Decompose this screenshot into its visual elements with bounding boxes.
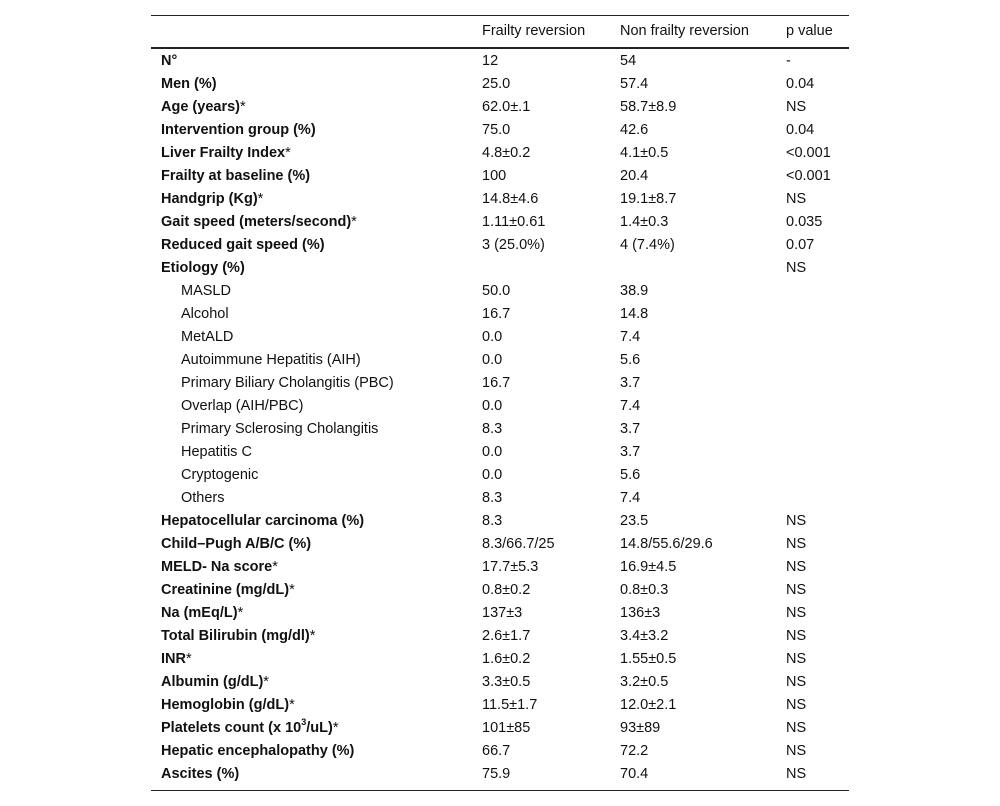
table-row	[151, 510, 849, 533]
non-frailty-reversion-value: 72.2	[620, 743, 649, 759]
p-value: NS	[786, 743, 807, 759]
non-frailty-reversion-value: 4 (7.4%)	[620, 237, 675, 253]
p-value: NS	[786, 191, 807, 207]
p-value: NS	[786, 674, 807, 690]
frailty-reversion-value: 8.3	[482, 421, 503, 437]
asterisk-marker: *	[237, 605, 244, 621]
row-label	[151, 671, 482, 694]
table-row	[151, 73, 849, 96]
table-row	[151, 487, 849, 510]
row-label-text: Hemoglobin (g/dL)	[161, 697, 290, 713]
non-frailty-reversion-value: 16.9±4.5	[620, 559, 677, 575]
asterisk-marker: *	[351, 214, 357, 230]
frailty-reversion-value: 0.8±0.2	[482, 582, 531, 598]
asterisk-marker: *	[309, 628, 316, 644]
row-label-text: Total Bilirubin (mg/dl)	[161, 628, 310, 644]
row-label-text: MASLD	[181, 283, 231, 299]
asterisk-marker: *	[272, 559, 278, 575]
frailty-reversion-value: 101±85	[482, 720, 531, 736]
row-label	[151, 533, 482, 556]
table-body	[151, 48, 849, 791]
row-label-text: N°	[161, 53, 178, 69]
p-value: 0.035	[786, 214, 823, 230]
frailty-reversion-value: 12	[482, 53, 499, 69]
non-frailty-reversion-value: 3.7	[620, 375, 641, 391]
row-label	[151, 740, 482, 763]
row-label-text: Hepatitis C	[181, 444, 252, 460]
p-value: 0.07	[786, 237, 815, 253]
p-value: NS	[786, 513, 807, 529]
table-row	[151, 418, 849, 441]
non-frailty-reversion-value: 1.55±0.5	[620, 651, 677, 667]
row-label	[151, 441, 482, 464]
row-label-text: Handgrip (Kg)	[161, 191, 258, 207]
header-empty	[151, 16, 482, 49]
non-frailty-reversion-value	[620, 257, 786, 280]
table-row	[151, 694, 849, 717]
row-label	[151, 487, 482, 510]
row-label	[151, 648, 482, 671]
table-row	[151, 303, 849, 326]
frailty-reversion-value: 1.11±0.61	[482, 214, 546, 230]
row-label-text: Creatinine (mg/dL)	[161, 582, 290, 598]
p-value: NS	[786, 697, 807, 713]
p-value: NS	[786, 766, 807, 782]
row-label-text: Hepatic encephalopathy (%)	[161, 743, 355, 759]
non-frailty-reversion-value: 42.6	[620, 122, 649, 138]
asterisk-marker: *	[257, 191, 264, 207]
row-label-text: Primary Sclerosing Cholangitis	[181, 421, 379, 437]
table-row	[151, 211, 849, 234]
table-row	[151, 533, 849, 556]
frailty-reversion-value: 16.7	[482, 375, 511, 391]
p-value: <0.001	[786, 168, 831, 184]
row-label	[151, 211, 482, 234]
p-value	[786, 280, 849, 303]
table-row	[151, 96, 849, 119]
table-row	[151, 395, 849, 418]
frailty-reversion-value: 66.7	[482, 743, 511, 759]
asterisk-marker: *	[289, 697, 295, 713]
frailty-reversion-value: 3 (25.0%)	[482, 237, 545, 253]
frailty-reversion-value: 0.0	[482, 467, 503, 483]
row-label-text: Na (mEq/L)	[161, 605, 238, 621]
frailty-reversion-value: 75.9	[482, 766, 511, 782]
row-label	[151, 119, 482, 142]
frailty-reversion-value: 0.0	[482, 444, 503, 460]
p-value: -	[786, 53, 791, 69]
frailty-reversion-value: 8.3	[482, 490, 503, 506]
table-row	[151, 326, 849, 349]
non-frailty-reversion-value: 93±89	[620, 720, 661, 736]
p-value: <0.001	[786, 145, 831, 161]
row-label-text: Cryptogenic	[181, 467, 259, 483]
row-label	[151, 625, 482, 648]
p-value: NS	[786, 720, 807, 736]
frailty-reversion-value: 11.5±1.7	[482, 697, 538, 713]
row-label	[151, 418, 482, 441]
table-row	[151, 625, 849, 648]
comparison-table	[151, 15, 849, 791]
non-frailty-reversion-value: 0.8±0.3	[620, 582, 669, 598]
frailty-reversion-value: 25.0	[482, 76, 511, 92]
non-frailty-reversion-value: 5.6	[620, 352, 641, 368]
p-value	[786, 418, 849, 441]
frailty-reversion-value: 50.0	[482, 283, 511, 299]
header-non-frailty-reversion: Non frailty reversion	[620, 23, 749, 39]
table-row	[151, 372, 849, 395]
non-frailty-reversion-value: 3.7	[620, 444, 641, 460]
p-value	[786, 303, 849, 326]
non-frailty-reversion-value: 5.6	[620, 467, 641, 483]
table-row	[151, 280, 849, 303]
p-value: NS	[786, 651, 807, 667]
table-row	[151, 441, 849, 464]
asterisk-marker: *	[239, 99, 246, 115]
table-row	[151, 188, 849, 211]
table-row	[151, 142, 849, 165]
row-label-text: Hepatocellular carcinoma (%)	[161, 513, 365, 529]
row-label	[151, 510, 482, 533]
data-table-container	[151, 15, 849, 791]
non-frailty-reversion-value: 3.4±3.2	[620, 628, 669, 644]
p-value: NS	[786, 628, 807, 644]
frailty-reversion-value: 0.0	[482, 329, 503, 345]
table-row	[151, 671, 849, 694]
row-label	[151, 326, 482, 349]
asterisk-marker: *	[285, 145, 291, 161]
asterisk-marker: *	[263, 674, 269, 690]
non-frailty-reversion-value: 57.4	[620, 76, 649, 92]
table-row	[151, 717, 849, 740]
frailty-reversion-value: 2.6±1.7	[482, 628, 531, 644]
p-value	[786, 464, 849, 487]
table-row	[151, 119, 849, 142]
frailty-reversion-value: 0.0	[482, 398, 503, 414]
row-label	[151, 303, 482, 326]
non-frailty-reversion-value: 54	[620, 53, 637, 69]
row-label	[151, 372, 482, 395]
non-frailty-reversion-value: 19.1±8.7	[620, 191, 677, 207]
non-frailty-reversion-value: 14.8	[620, 306, 649, 322]
p-value	[786, 372, 849, 395]
row-label-suffix: /uL)	[306, 720, 333, 736]
row-label	[151, 165, 482, 188]
frailty-reversion-value: 0.0	[482, 352, 503, 368]
table-row	[151, 349, 849, 372]
row-label-superscript: 3	[301, 717, 307, 728]
table-row	[151, 763, 849, 791]
frailty-reversion-value: 3.3±0.5	[482, 674, 531, 690]
p-value	[786, 349, 849, 372]
row-label	[151, 280, 482, 303]
frailty-reversion-value: 62.0±.1	[482, 99, 531, 115]
frailty-reversion-value: 8.3/66.7/25	[482, 536, 555, 552]
header-row	[151, 16, 849, 49]
row-label-text: Reduced gait speed (%)	[161, 237, 325, 253]
row-label-text: Albumin (g/dL)	[161, 674, 264, 690]
row-label	[151, 257, 482, 280]
row-label	[151, 464, 482, 487]
table-row	[151, 579, 849, 602]
table-row	[151, 464, 849, 487]
row-label-text: Liver Frailty Index	[161, 145, 286, 161]
p-value	[786, 487, 849, 510]
frailty-reversion-value: 75.0	[482, 122, 511, 138]
row-label	[151, 556, 482, 579]
row-label-text: Overlap (AIH/PBC)	[181, 398, 304, 414]
row-label	[151, 234, 482, 257]
table-row	[151, 648, 849, 671]
row-label	[151, 48, 482, 73]
row-label	[151, 602, 482, 625]
row-label-text: Platelets count (x 10	[161, 720, 302, 736]
non-frailty-reversion-value: 4.1±0.5	[620, 145, 669, 161]
row-label-text: Alcohol	[181, 306, 229, 322]
asterisk-marker: *	[332, 720, 339, 736]
asterisk-marker: *	[289, 582, 295, 598]
asterisk-marker: *	[185, 651, 192, 667]
row-label	[151, 142, 482, 165]
row-label-text: Others	[181, 490, 225, 506]
row-label	[151, 717, 482, 740]
frailty-reversion-value: 100	[482, 168, 507, 184]
table-row	[151, 740, 849, 763]
frailty-reversion-value: 1.6±0.2	[482, 651, 531, 667]
non-frailty-reversion-value: 20.4	[620, 168, 649, 184]
non-frailty-reversion-value: 70.4	[620, 766, 649, 782]
row-label	[151, 188, 482, 211]
table-row	[151, 602, 849, 625]
row-label-text: Age (years)	[161, 99, 240, 115]
row-label-text: Frailty at baseline (%)	[161, 168, 311, 184]
row-label-text: Intervention group (%)	[161, 122, 316, 138]
non-frailty-reversion-value: 7.4	[620, 329, 641, 345]
table-header	[151, 16, 849, 49]
row-label	[151, 395, 482, 418]
frailty-reversion-value	[482, 257, 620, 280]
non-frailty-reversion-value: 12.0±2.1	[620, 697, 677, 713]
row-label-text: MELD- Na score	[161, 559, 273, 575]
table-row	[151, 48, 849, 73]
p-value: NS	[786, 99, 807, 115]
header-p-value: p value	[786, 23, 833, 39]
row-label	[151, 96, 482, 119]
row-label-text: Primary Biliary Cholangitis (PBC)	[181, 375, 394, 391]
p-value: 0.04	[786, 76, 815, 92]
frailty-reversion-value: 16.7	[482, 306, 511, 322]
row-label-text: Child–Pugh A/B/C (%)	[161, 536, 312, 552]
p-value	[786, 395, 849, 418]
frailty-reversion-value: 17.7±5.3	[482, 559, 539, 575]
p-value: NS	[786, 536, 807, 552]
non-frailty-reversion-value: 7.4	[620, 490, 641, 506]
frailty-reversion-value: 8.3	[482, 513, 503, 529]
p-value: 0.04	[786, 122, 815, 138]
row-label-text: Etiology (%)	[161, 260, 245, 276]
header-frailty-reversion: Frailty reversion	[482, 23, 586, 39]
row-label-text: Men (%)	[161, 76, 217, 92]
row-label	[151, 763, 482, 791]
non-frailty-reversion-value: 1.4±0.3	[620, 214, 669, 230]
row-label-text: INR	[161, 651, 186, 667]
row-label-text: Ascites (%)	[161, 766, 240, 782]
row-label-text: Autoimmune Hepatitis (AIH)	[181, 352, 361, 368]
frailty-reversion-value: 14.8±4.6	[482, 191, 539, 207]
non-frailty-reversion-value: 3.2±0.5	[620, 674, 669, 690]
frailty-reversion-value: 137±3	[482, 605, 523, 621]
table-row	[151, 257, 849, 280]
frailty-reversion-value: 4.8±0.2	[482, 145, 531, 161]
p-value: NS	[786, 559, 807, 575]
p-value: NS	[786, 260, 807, 276]
p-value: NS	[786, 605, 807, 621]
non-frailty-reversion-value: 23.5	[620, 513, 649, 529]
row-label	[151, 579, 482, 602]
non-frailty-reversion-value: 38.9	[620, 283, 649, 299]
row-label-text: MetALD	[181, 329, 234, 345]
table-row	[151, 234, 849, 257]
p-value	[786, 326, 849, 349]
non-frailty-reversion-value: 136±3	[620, 605, 661, 621]
table-row	[151, 165, 849, 188]
non-frailty-reversion-value: 3.7	[620, 421, 641, 437]
non-frailty-reversion-value: 58.7±8.9	[620, 99, 677, 115]
row-label	[151, 349, 482, 372]
table-row	[151, 556, 849, 579]
row-label-text: Gait speed (meters/second)	[161, 214, 352, 230]
row-label	[151, 73, 482, 96]
row-label	[151, 694, 482, 717]
non-frailty-reversion-value: 7.4	[620, 398, 641, 414]
non-frailty-reversion-value: 14.8/55.6/29.6	[620, 536, 713, 552]
p-value: NS	[786, 582, 807, 598]
p-value	[786, 441, 849, 464]
